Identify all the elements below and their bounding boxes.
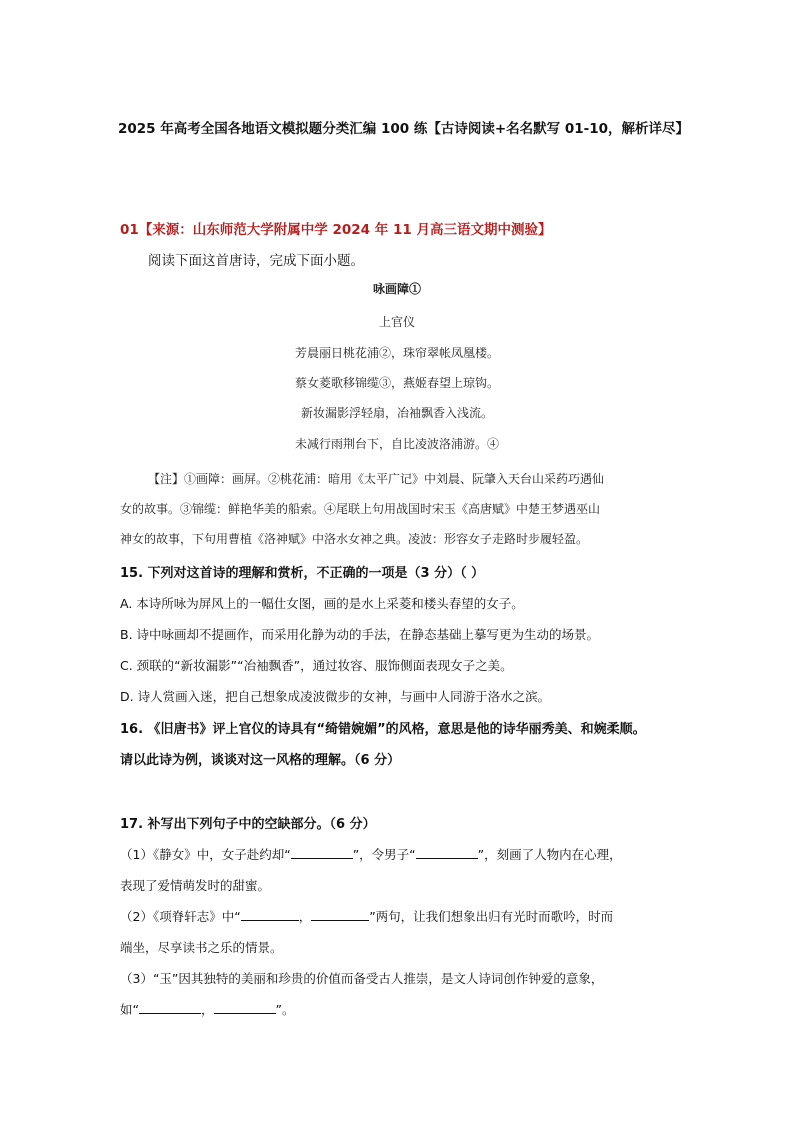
question-17-item-3-line-2 [120, 1000, 294, 1018]
answer-blank[interactable] [416, 846, 478, 859]
poem-note-line-3: 神女的故事，下句用曹植《洛神赋》中洛水女神之典。凌波：形容女子走路时步履轻盈。 [120, 532, 589, 546]
question-17-item-3-line-1: （3）“玉”因其独特的美丽和珍贵的价值而备受古人推崇，是文人诗词创作钟爱的意象， [120, 971, 604, 986]
reading-instruction: 阅读下面这首唐诗，完成下面小题。 [148, 253, 364, 269]
item-1-text-a: （1）《静女》中，女子赴约却“ [120, 847, 291, 862]
answer-blank[interactable] [139, 1001, 201, 1014]
poem-note-line-1: 【注】①画障：画屏。②桃花浦：暗用《太平广记》中刘晨、阮肇入天台山采药巧遇仙 [148, 472, 605, 486]
answer-blank[interactable] [214, 1001, 276, 1014]
question-17-item-2 [120, 907, 613, 925]
item-2-text-a: （2）《项脊轩志》中“ [120, 909, 241, 924]
question-16-line-2: 请以此诗为例，谈谈对这一风格的理解。（6 分） [120, 753, 401, 768]
answer-blank[interactable] [291, 846, 353, 859]
item-1-text-c: ”，刻画了人物内在心理， [477, 847, 622, 862]
question-17-item-2-line-2: 端坐，尽享读书之乐的情景。 [120, 940, 283, 955]
question-17-item-1 [120, 845, 622, 863]
poem-line-1: 芳晨丽日桃花浦②，珠帘翠帐凤凰楼。 [294, 346, 499, 360]
item-1-text-b: ”，令男子“ [352, 847, 416, 862]
answer-blank[interactable] [241, 908, 299, 921]
poem-line-2: 蔡女菱歌移锦缆③，燕姬春望上琼钩。 [294, 376, 499, 390]
item-2-text-b: ， [298, 909, 312, 924]
question-15-option-a: A. 本诗所咏为屏风上的一幅仕女图，画的是水上采菱和楼头春望的女子。 [120, 596, 524, 611]
document-title: 2025 年高考全国各地语文模拟题分类汇编 100 练【古诗阅读+名名默写 01-10，解析详尽】 [118, 121, 690, 137]
question-15-stem: 15. 下列对这首诗的理解和赏析，不正确的一项是（3 分）（ ） [120, 566, 485, 581]
item-2-text-c: ”两句，让我们想象出归有光时而歌吟，时而 [369, 909, 614, 924]
answer-blank[interactable] [311, 908, 369, 921]
poem-line-4: 未减行雨荆台下，自比凌波洛浦游。④ [294, 437, 499, 451]
question-15-option-b: B. 诗中咏画却不提画作，而采用化静为动的手法，在静态基础上摹写更为生动的场景。 [120, 627, 600, 642]
question-17-stem: 17. 补写出下列句子中的空缺部分。（6 分） [120, 817, 376, 832]
poem-note-line-2: 女的故事。③锦缆：鲜艳华美的船索。④尾联上句用战国时宋玉《高唐赋》中楚王梦遇巫山 [120, 502, 601, 516]
poem-line-3: 新妆漏影浮轻扇，冶袖飘香入浅流。 [300, 406, 493, 420]
poem-title: 咏画障① [372, 282, 421, 296]
question-source: 01【来源：山东师范大学附属中学 2024 年 11 月高三语文期中测验】 [120, 222, 552, 238]
item-3-text-a: 如“ [120, 1002, 139, 1017]
question-17-item-1-line-2: 表现了爱情萌发时的甜蜜。 [120, 878, 271, 893]
poem-author: 上官仪 [378, 315, 415, 329]
question-15-option-d: D. 诗人赏画入迷，把自己想象成凌波微步的女神，与画中人同游于洛水之滨。 [120, 689, 551, 704]
question-16-line-1: 16. 《旧唐书》评上官仪的诗具有“绮错婉媚”的风格，意思是他的诗华丽秀美、和婉柔顺。 [120, 722, 646, 737]
item-3-text-b: ， [200, 1002, 214, 1017]
question-15-option-c: C. 颈联的“新妆漏影”“冶袖飘香”，通过妆容、服饰侧面表现女子之美。 [120, 658, 513, 673]
item-3-text-c: ”。 [275, 1002, 295, 1017]
